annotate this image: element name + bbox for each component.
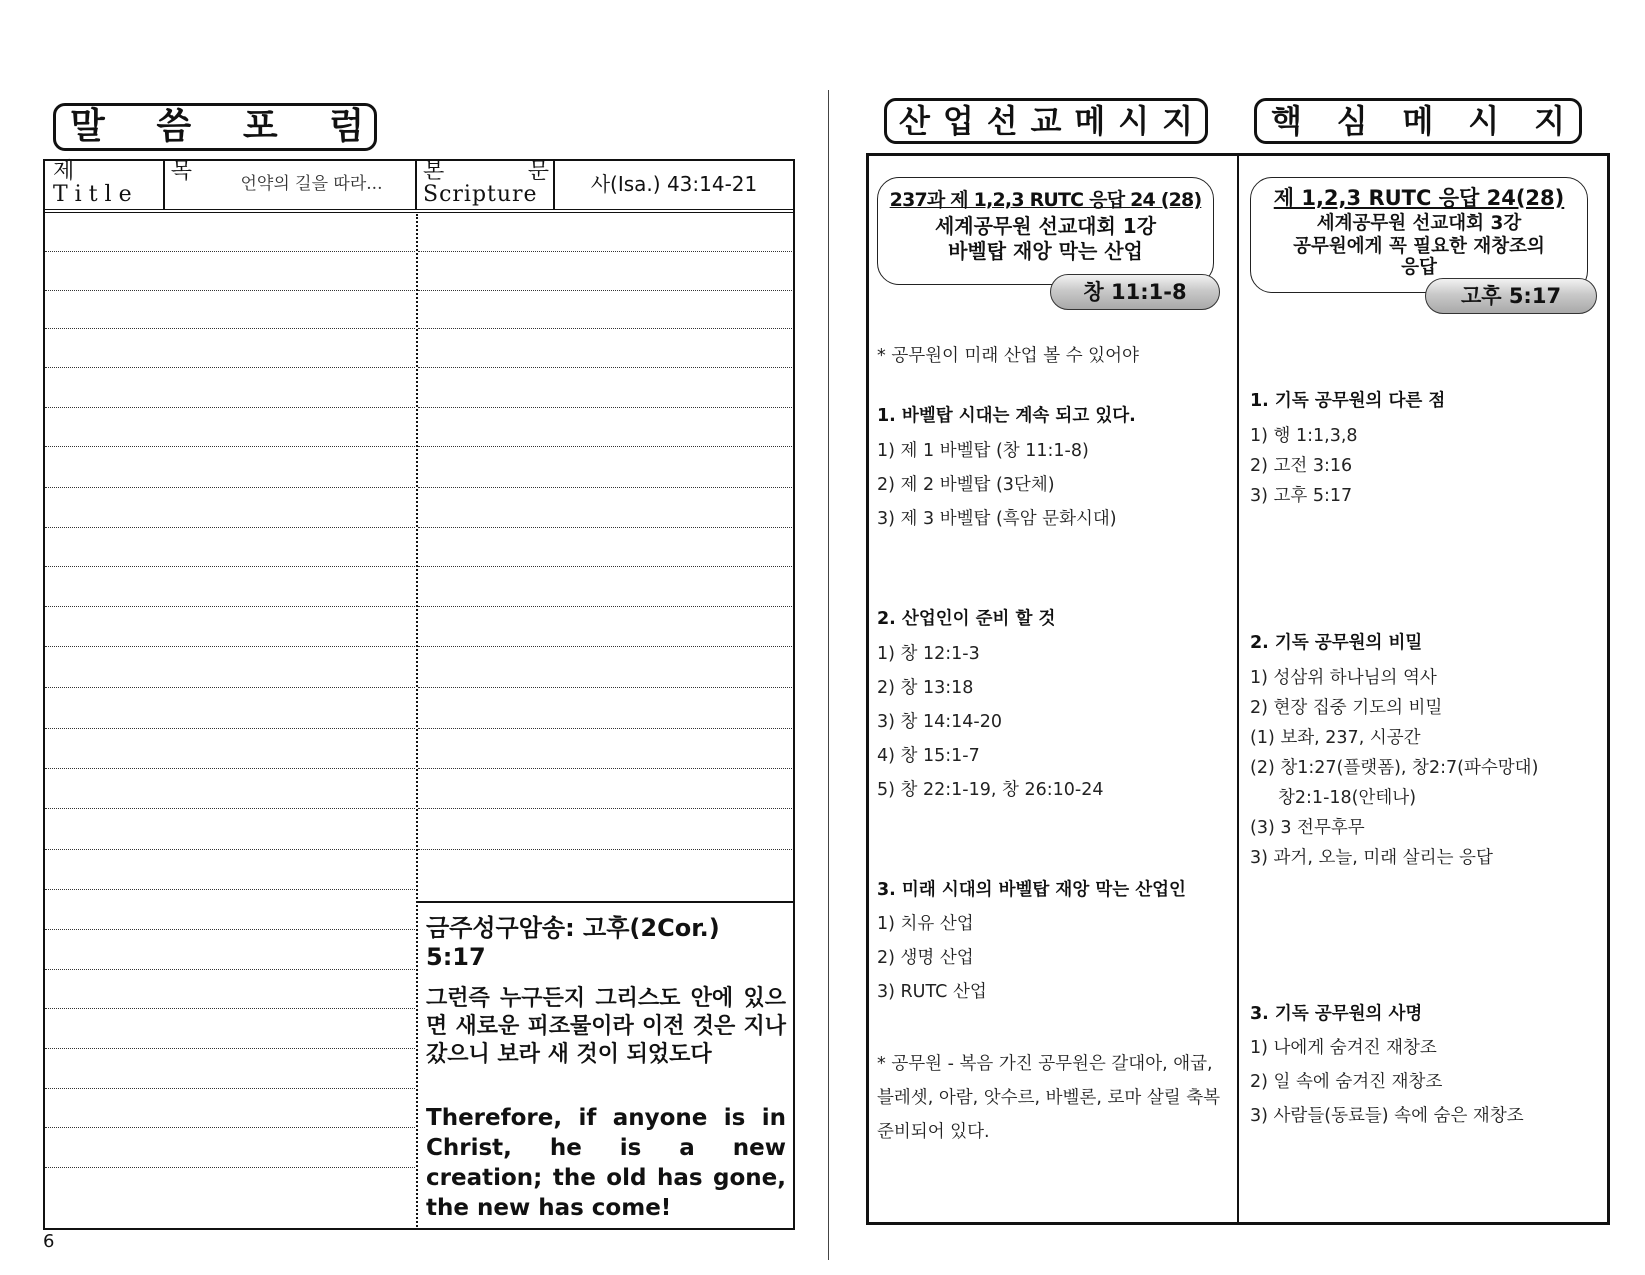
note-line — [418, 768, 792, 769]
scripture-reference-badge: 창 11:1-8 — [1050, 274, 1220, 310]
note-line — [45, 1088, 415, 1089]
banner-char: 메 — [1402, 102, 1434, 140]
core-message-banner — [1254, 98, 1582, 144]
page-spread-divider — [828, 90, 829, 1260]
note-line — [418, 849, 792, 850]
banner-char: 업 — [942, 102, 974, 140]
list-item: 2) 고전 3:16 — [1250, 456, 1353, 476]
note-line — [45, 969, 415, 970]
note-line — [45, 929, 415, 930]
card-title: 공무원에게 꼭 필요한 재창조의 — [1293, 236, 1545, 257]
memory-verse-korean: 그런즉 누구든지 그리스도 안에 있으면 새로운 피조물이라 이전 것은 지나갔으니 보라 새 것이 되었도다 — [426, 986, 786, 1067]
card-subtitle: 세계공무원 선교대회 1강 — [934, 214, 1157, 238]
list-item: 3) 사람들(동료들) 속에 숨은 재창조 — [1250, 1106, 1524, 1126]
memory-verse-box — [426, 908, 786, 1223]
note-line — [418, 808, 792, 809]
note-line — [45, 849, 415, 850]
banner-char: 메 — [1074, 102, 1106, 140]
list-item: 5) 창 22:1-19, 창 26:10-24 — [877, 780, 1104, 800]
note-line — [45, 889, 415, 890]
note-line — [45, 251, 415, 252]
note-line — [418, 487, 792, 488]
note-line — [45, 367, 415, 368]
card-title: 바벨탑 재앙 막는 산업 — [948, 239, 1143, 263]
note-line — [418, 328, 792, 329]
page-number: 6 — [43, 1231, 55, 1252]
list-item: 1) 행 1:1,3,8 — [1250, 426, 1358, 446]
list-item: 1) 나에게 숨겨진 재창조 — [1250, 1038, 1437, 1058]
note-line — [418, 606, 792, 607]
note-line — [418, 367, 792, 368]
banner-char: 말 — [70, 106, 105, 147]
note-line — [45, 1008, 415, 1009]
banner-char: 교 — [1030, 102, 1062, 140]
banner-char: 지 — [1534, 102, 1565, 140]
section-heading: 3. 기독 공무원의 사명 — [1250, 1004, 1423, 1024]
banner-char: 산 — [899, 102, 930, 140]
list-item: 1) 제 1 바벨탑 (창 11:1-8) — [877, 441, 1089, 461]
section-heading: 1. 기독 공무원의 다른 점 — [1250, 391, 1446, 411]
memory-verse-english: Therefore, if anyone is in Christ, he is a new creation; the old has gone, the new has come! — [426, 1105, 786, 1221]
banner-char: 심 — [1336, 102, 1368, 140]
banner-char: 포 — [242, 106, 278, 147]
intro-note: * 공무원이 미래 산업 볼 수 있어야 — [877, 346, 1139, 366]
banner-char: 지 — [1162, 102, 1193, 140]
list-item: 창2:1-18(안테나) — [1278, 788, 1417, 808]
list-item: 2) 제 2 바벨탑 (3단체) — [877, 475, 1055, 495]
note-line — [45, 566, 415, 567]
scripture-label: 본 문 Scripture — [423, 159, 549, 207]
note-line — [45, 1048, 415, 1049]
industry-mission-banner — [884, 98, 1208, 144]
banner-char: 시 — [1118, 102, 1150, 140]
list-item: 2) 창 13:18 — [877, 678, 974, 698]
banner-char: 핵 — [1271, 102, 1302, 140]
note-line — [45, 808, 415, 809]
scripture-reference-badge: 고후 5:17 — [1425, 278, 1597, 314]
note-line — [45, 768, 415, 769]
note-line — [45, 487, 415, 488]
card-title-cont: 응답 — [1401, 257, 1437, 278]
note-line — [418, 566, 792, 567]
note-line — [45, 728, 415, 729]
title-label: 제 목 Title — [53, 159, 192, 207]
closing-note: * 공무원 - 복음 가진 공무원은 갈대아, 애굽, 블레셋, 아람, 앗수르, 바벨론, 로마 살릴 축복 준비되어 있다. — [877, 1054, 1221, 1142]
sermon-header-row — [43, 159, 795, 213]
note-line — [45, 606, 415, 607]
title-value: 언약의 길을 따라... — [240, 174, 383, 194]
scripture-value: 사(Isa.) 43:14-21 — [590, 172, 758, 196]
note-line — [45, 1127, 415, 1128]
note-line — [45, 1167, 415, 1168]
list-item: (1) 보좌, 237, 시공간 — [1250, 728, 1421, 748]
note-line — [45, 446, 415, 447]
list-item: 2) 현장 집중 기도의 비밀 — [1250, 698, 1443, 718]
list-item: 4) 창 15:1-7 — [877, 746, 980, 766]
lecture-card-1 — [877, 177, 1214, 285]
note-line — [45, 527, 415, 528]
memory-verse-title: 금주성구암송: 고후(2Cor.) 5:17 — [426, 914, 720, 971]
note-line — [418, 646, 792, 647]
note-line — [418, 687, 792, 688]
banner-char: 시 — [1468, 102, 1500, 140]
note-line — [418, 407, 792, 408]
list-item: 3) 제 3 바벨탑 (흑암 문화시대) — [877, 509, 1117, 529]
section-heading: 2. 산업인이 준비 할 것 — [877, 609, 1056, 629]
note-line — [418, 290, 792, 291]
section-heading: 1. 바벨탑 시대는 계속 되고 있다. — [877, 406, 1136, 426]
note-line — [45, 687, 415, 688]
list-item: 2) 생명 산업 — [877, 948, 974, 968]
card-subtitle: 세계공무원 선교대회 3강 — [1316, 213, 1522, 234]
card-header: 제 1,2,3 RUTC 응답 24(28) — [1273, 186, 1565, 210]
forum-banner — [53, 103, 377, 151]
section-heading: 3. 미래 시대의 바벨탑 재앙 막는 산업인 — [877, 880, 1186, 900]
list-item: 1) 치유 산업 — [877, 914, 974, 934]
note-line — [45, 290, 415, 291]
note-line — [45, 407, 415, 408]
note-line — [45, 328, 415, 329]
card-header: 237과 제 1,2,3 RUTC 응답 24 (28) — [889, 189, 1202, 211]
list-item: 3) 고후 5:17 — [1250, 486, 1353, 506]
banner-char: 씀 — [156, 106, 192, 147]
list-item: 1) 창 12:1-3 — [877, 644, 980, 664]
list-item: (2) 창1:27(플랫폼), 창2:7(파수망대) — [1250, 758, 1539, 778]
lecture-card-3 — [1250, 177, 1588, 293]
section-heading: 2. 기독 공무원의 비밀 — [1250, 633, 1423, 653]
banner-char: 선 — [986, 102, 1018, 140]
banner-char: 럼 — [329, 106, 364, 147]
note-line — [418, 446, 792, 447]
note-line — [418, 251, 792, 252]
memory-verse-top-border — [416, 901, 795, 903]
list-item: 3) RUTC 산업 — [877, 982, 987, 1002]
list-item: 1) 성삼위 하나님의 역사 — [1250, 668, 1437, 688]
list-item: 2) 일 속에 숨겨진 재창조 — [1250, 1072, 1443, 1092]
note-line — [45, 646, 415, 647]
list-item: (3) 3 전무후무 — [1250, 818, 1365, 838]
note-line — [418, 527, 792, 528]
note-line — [418, 728, 792, 729]
list-item: 3) 과거, 오늘, 미래 살리는 응답 — [1250, 848, 1493, 868]
list-item: 3) 창 14:14-20 — [877, 712, 1003, 732]
message-column-divider — [1237, 153, 1239, 1225]
